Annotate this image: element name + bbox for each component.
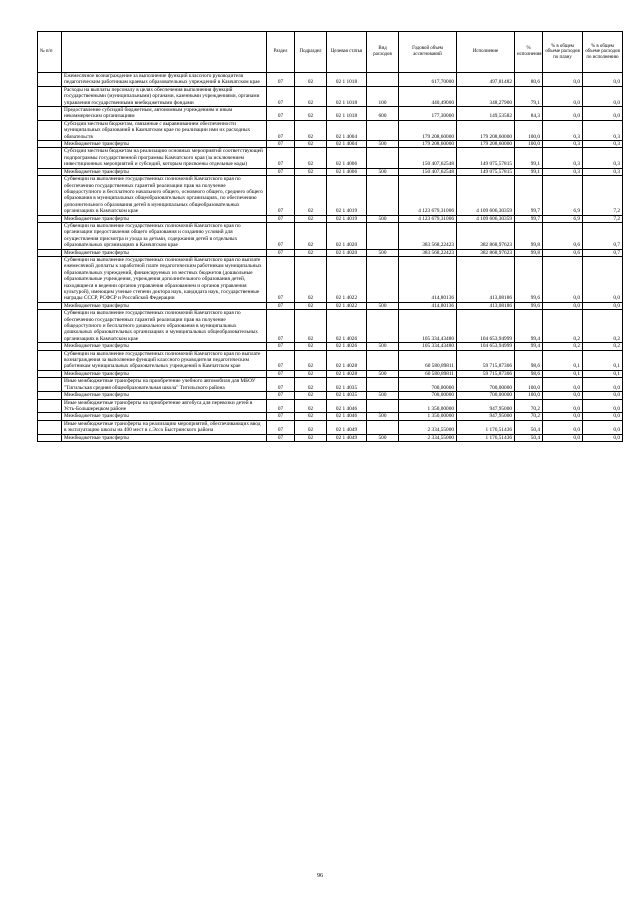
share-plan-cell: 6,9 (543, 176, 583, 215)
subsection-cell: 02 (295, 420, 327, 434)
percent-cell: 100,0 (515, 141, 543, 148)
expense-type-cell: 600 (367, 107, 399, 121)
target-cell: 02 1 4049 (327, 420, 367, 434)
percent-cell: 99,1 (515, 168, 543, 175)
share-plan-cell: 0,3 (543, 148, 583, 168)
table-row (38, 434, 623, 441)
col-percent-header: % исполнения (515, 32, 543, 73)
num-cell (38, 86, 62, 106)
subsection-cell: 02 (295, 73, 327, 87)
subsection-cell: 02 (295, 434, 327, 441)
annual-cell: 700,00000 (399, 392, 457, 399)
annual-cell: 383 568,22423 (399, 249, 457, 256)
table-row (38, 310, 623, 343)
section-cell: 07 (267, 350, 295, 370)
section-cell: 07 (267, 413, 295, 420)
target-cell: 02 1 4028 (327, 350, 367, 370)
subsection-cell: 02 (295, 215, 327, 222)
target-cell: 02 1 1018 (327, 73, 367, 87)
share-plan-cell: 0,0 (543, 73, 583, 87)
share-exec-cell: 0,7 (583, 249, 623, 256)
share-exec-cell: 0,3 (583, 120, 623, 140)
subsection-cell: 02 (295, 399, 327, 413)
percent-cell: 99,4 (515, 310, 543, 343)
share-exec-cell: 0,3 (583, 148, 623, 168)
annual-cell: 414,80136 (399, 302, 457, 309)
name-cell: Субвенции на выполнение государственных полномочий Камчатского края по обеспечению государственных гарантий реализации прав на получение общедоступного и бесплатного начального общего, основного общего, среднего общего образования в муниципальных общеобразовательных организациях, по обеспечению дополнительного образования детей в муниципальных общеобразовательных организациях в Камчатском крае (62, 176, 267, 215)
target-cell: 02 1 4035 (327, 392, 367, 399)
share-plan-cell: 0,0 (543, 86, 583, 106)
num-cell (38, 120, 62, 140)
name-cell: Межбюджетные трансферты (62, 168, 267, 175)
share-exec-cell: 0,1 (583, 370, 623, 377)
share-plan-cell: 0,0 (543, 107, 583, 121)
name-cell: Иные межбюджетные трансферты на приобретение учебного автомобиля для МБОУ "Тигильская средняя общеобразовательная школа" Тигильского района (62, 378, 267, 392)
subsection-cell: 02 (295, 413, 327, 420)
target-cell: 02 1 4026 (327, 343, 367, 350)
num-cell (38, 392, 62, 399)
expense-type-cell (367, 176, 399, 215)
execution-cell: 497,81482 (457, 73, 515, 87)
expense-type-cell (367, 350, 399, 370)
annual-cell: 105 334,43480 (399, 310, 457, 343)
execution-cell: 179 208,60000 (457, 141, 515, 148)
subsection-cell: 02 (295, 256, 327, 302)
share-exec-cell: 0,0 (583, 256, 623, 302)
section-cell: 07 (267, 86, 295, 106)
table-row (38, 107, 623, 121)
name-cell: Межбюджетные трансферты (62, 249, 267, 256)
name-cell: Межбюджетные трансферты (62, 434, 267, 441)
section-cell: 07 (267, 215, 295, 222)
percent-cell: 98,6 (515, 370, 543, 377)
execution-cell: 1 176,51436 (457, 420, 515, 434)
execution-cell: 1 176,51436 (457, 434, 515, 441)
expense-type-cell (367, 378, 399, 392)
table-row (38, 399, 623, 413)
expense-type-cell: 500 (367, 392, 399, 399)
section-cell: 07 (267, 249, 295, 256)
share-exec-cell: 0,7 (583, 222, 623, 249)
section-cell: 07 (267, 378, 295, 392)
section-cell: 07 (267, 392, 295, 399)
table-row (38, 120, 623, 140)
share-plan-cell: 0,1 (543, 370, 583, 377)
table-row (38, 370, 623, 377)
num-cell (38, 148, 62, 168)
share-exec-cell: 0,0 (583, 413, 623, 420)
num-cell (38, 215, 62, 222)
share-plan-cell: 0,0 (543, 420, 583, 434)
execution-cell: 348,27900 (457, 86, 515, 106)
execution-cell: 59 715,87306 (457, 350, 515, 370)
expense-type-cell: 500 (367, 215, 399, 222)
subsection-cell: 02 (295, 148, 327, 168)
name-cell: Межбюджетные трансферты (62, 392, 267, 399)
table-row (38, 350, 623, 370)
share-exec-cell: 0,2 (583, 310, 623, 343)
execution-cell: 382 868,97623 (457, 222, 515, 249)
percent-cell: 79,1 (515, 86, 543, 106)
section-cell: 07 (267, 148, 295, 168)
subsection-cell: 02 (295, 141, 327, 148)
percent-cell: 84,3 (515, 107, 543, 121)
target-cell: 02 1 4004 (327, 120, 367, 140)
execution-cell: 382 868,97623 (457, 249, 515, 256)
annual-cell: 1 350,00000 (399, 399, 457, 413)
num-cell (38, 176, 62, 215)
annual-cell: 150 407,62548 (399, 148, 457, 168)
num-cell (38, 168, 62, 175)
annual-cell: 617,70000 (399, 73, 457, 87)
share-exec-cell: 0,2 (583, 343, 623, 350)
subsection-cell: 02 (295, 249, 327, 256)
subsection-cell: 02 (295, 222, 327, 249)
percent-cell: 70,2 (515, 399, 543, 413)
subsection-cell: 02 (295, 176, 327, 215)
table-row (38, 148, 623, 168)
expense-type-cell: 500 (367, 168, 399, 175)
expense-type-cell: 100 (367, 86, 399, 106)
execution-cell: 413,08186 (457, 302, 515, 309)
table-row (38, 413, 623, 420)
percent-cell: 99,7 (515, 176, 543, 215)
share-exec-cell: 7,2 (583, 176, 623, 215)
name-cell: Межбюджетные трансферты (62, 343, 267, 350)
table-row (38, 420, 623, 434)
num-cell (38, 141, 62, 148)
share-exec-cell: 7,2 (583, 215, 623, 222)
share-plan-cell: 0,2 (543, 343, 583, 350)
section-cell: 07 (267, 302, 295, 309)
name-cell: Иные межбюджетные трансферты на реализацию мероприятий, обеспечивающих ввод в эксплуатацию школы на 400 мест в с.Эссо Быстринского района (62, 420, 267, 434)
name-cell: Межбюджетные трансферты (62, 370, 267, 377)
table-row (38, 302, 623, 309)
table-row (38, 378, 623, 392)
section-cell: 07 (267, 141, 295, 148)
execution-cell: 149 075,57815 (457, 148, 515, 168)
execution-cell: 947,95000 (457, 413, 515, 420)
share-plan-cell: 0,2 (543, 310, 583, 343)
execution-cell: 700,00000 (457, 392, 515, 399)
section-cell: 07 (267, 434, 295, 441)
subsection-cell: 02 (295, 350, 327, 370)
table-row (38, 141, 623, 148)
expense-type-cell (367, 222, 399, 249)
section-cell: 07 (267, 176, 295, 215)
annual-cell: 177,30000 (399, 107, 457, 121)
table-row (38, 215, 623, 222)
percent-cell: 99,4 (515, 343, 543, 350)
percent-cell: 50,4 (515, 420, 543, 434)
percent-cell: 99,7 (515, 215, 543, 222)
annual-cell: 150 407,62548 (399, 168, 457, 175)
col-target-header: Целевая статья (327, 32, 367, 73)
execution-cell: 149,53582 (457, 107, 515, 121)
percent-cell: 100,0 (515, 378, 543, 392)
share-exec-cell: 0,0 (583, 86, 623, 106)
col-subsection-header: Подраздел (295, 32, 327, 73)
percent-cell: 99,8 (515, 249, 543, 256)
share-exec-cell: 0,0 (583, 107, 623, 121)
name-cell: Субвенции на выполнение государственных полномочий Камчатского края по обеспечению государственных гарантий реализации прав на получение общедоступного и бесплатного дошкольного образования в муниципальных дошкольных образовательных организациях и муниципальных общеобразовательных организациях в Камчатском крае (62, 310, 267, 343)
expense-type-cell (367, 120, 399, 140)
annual-cell: 414,80136 (399, 256, 457, 302)
share-plan-cell: 6,9 (543, 215, 583, 222)
expense-type-cell (367, 310, 399, 343)
annual-cell: 1 350,00000 (399, 413, 457, 420)
name-cell: Межбюджетные трансферты (62, 413, 267, 420)
section-cell: 07 (267, 256, 295, 302)
share-plan-cell: 0,0 (543, 256, 583, 302)
section-cell: 07 (267, 420, 295, 434)
budget-execution-table (37, 31, 623, 442)
expense-type-cell: 500 (367, 370, 399, 377)
share-plan-cell: 0,0 (543, 302, 583, 309)
num-cell (38, 302, 62, 309)
percent-cell: 100,0 (515, 120, 543, 140)
percent-cell: 100,0 (515, 392, 543, 399)
col-annual-header: Годовой объем ассигнований (399, 32, 457, 73)
table-row (38, 392, 623, 399)
num-cell (38, 434, 62, 441)
section-cell: 07 (267, 310, 295, 343)
num-cell (38, 107, 62, 121)
subsection-cell: 02 (295, 86, 327, 106)
annual-cell: 440,49000 (399, 86, 457, 106)
section-cell: 07 (267, 399, 295, 413)
name-cell: Субвенции на выполнение государственных полномочий Камчатского края по выплате вознаграждения за выполнение функций классного руководителя педагогическим работникам муниципальных образовательных учреждений в Камчатском крае (62, 350, 267, 370)
target-cell: 02 1 4006 (327, 148, 367, 168)
section-cell: 07 (267, 343, 295, 350)
percent-cell: 99,1 (515, 148, 543, 168)
percent-cell: 80,6 (515, 73, 543, 87)
name-cell: Субсидии местным бюджетам, связанные с выравниванием обеспеченности муниципальных образований в Камчатском крае по реализации ими их расходных обязательств (62, 120, 267, 140)
annual-cell: 4 123 679,31006 (399, 215, 457, 222)
subsection-cell: 02 (295, 168, 327, 175)
col-expense-type-header: Вид расходов (367, 32, 399, 73)
percent-cell: 50,4 (515, 434, 543, 441)
name-cell: Субвенции на выполнение государственных полномочий Камчатского края по выплате ежемесячной доплаты к заработной плате педагогическим работникам муниципальных образовательных учреждений, финансируемых из местных бюджетов (дошкольные образовательные учреждения, учреждения дополнительного образования детей, находящиеся в ведении органов управления образованием и органов управления культурой), имеющим ученые степени доктора наук, кандидата наук, государственные награды СССР, РСФСР и Российской Федерации (62, 256, 267, 302)
share-exec-cell: 0,0 (583, 392, 623, 399)
num-cell (38, 343, 62, 350)
target-cell: 02 1 4049 (327, 434, 367, 441)
percent-cell: 70,2 (515, 413, 543, 420)
annual-cell: 179 208,60000 (399, 120, 457, 140)
target-cell: 02 1 4035 (327, 378, 367, 392)
section-cell: 07 (267, 370, 295, 377)
num-cell (38, 370, 62, 377)
expense-type-cell (367, 73, 399, 87)
share-plan-cell: 0,0 (543, 399, 583, 413)
share-plan-cell: 0,6 (543, 249, 583, 256)
target-cell: 02 1 4046 (327, 399, 367, 413)
share-plan-cell: 0,6 (543, 222, 583, 249)
expense-type-cell: 500 (367, 343, 399, 350)
num-cell (38, 256, 62, 302)
name-cell: Иные межбюджетные трансферты на приобретение автобуса для перевозки детей в Усть-Большерецком районе (62, 399, 267, 413)
col-share-exec-header: % в общем объеме расходов по исполнению (583, 32, 623, 73)
name-cell: Субвенции на выполнение государственных полномочий Камчатского края по организации предоставления общего образования и созданию условий для осуществления присмотра и ухода за детьми, содержания детей в отдельных образовательных организациях в Камчатском крае (62, 222, 267, 249)
share-plan-cell: 0,0 (543, 392, 583, 399)
share-plan-cell: 0,1 (543, 350, 583, 370)
num-cell (38, 413, 62, 420)
target-cell: 02 1 1018 (327, 86, 367, 106)
execution-cell: 413,08186 (457, 256, 515, 302)
annual-cell: 105 334,43480 (399, 343, 457, 350)
target-cell: 02 1 4022 (327, 302, 367, 309)
name-cell: Расходы на выплаты персоналу в целях обеспечения выполнения функций государственными (муниципальными) органами, казенными учреждениями, органами управления государственными внебюджетными фондами (62, 86, 267, 106)
execution-cell: 104 653,94999 (457, 343, 515, 350)
target-cell: 02 1 4019 (327, 215, 367, 222)
col-name-header (62, 32, 267, 73)
num-cell (38, 420, 62, 434)
share-plan-cell: 0,3 (543, 120, 583, 140)
col-share-plan-header: % в общем объеме расходов по плану (543, 32, 583, 73)
percent-cell: 99,6 (515, 302, 543, 309)
expense-type-cell (367, 399, 399, 413)
section-cell: 07 (267, 73, 295, 87)
execution-cell: 104 653,94999 (457, 310, 515, 343)
subsection-cell: 02 (295, 120, 327, 140)
share-plan-cell: 0,3 (543, 141, 583, 148)
subsection-cell: 02 (295, 310, 327, 343)
share-plan-cell: 0,3 (543, 168, 583, 175)
annual-cell: 4 123 679,31006 (399, 176, 457, 215)
execution-cell: 179 208,60000 (457, 120, 515, 140)
share-plan-cell: 0,0 (543, 378, 583, 392)
table-row (38, 249, 623, 256)
num-cell (38, 310, 62, 343)
percent-cell: 99,8 (515, 222, 543, 249)
annual-cell: 700,00000 (399, 378, 457, 392)
execution-cell: 4 109 606,30359 (457, 215, 515, 222)
share-exec-cell: 0,0 (583, 399, 623, 413)
section-cell: 07 (267, 168, 295, 175)
num-cell (38, 378, 62, 392)
name-cell: Межбюджетные трансферты (62, 302, 267, 309)
annual-cell: 2 334,55000 (399, 420, 457, 434)
target-cell: 02 1 4022 (327, 256, 367, 302)
name-cell: Межбюджетные трансферты (62, 215, 267, 222)
table-row (38, 343, 623, 350)
share-exec-cell: 0,1 (583, 350, 623, 370)
col-section-header: Раздел (267, 32, 295, 73)
execution-cell: 59 715,87306 (457, 370, 515, 377)
execution-cell: 700,00000 (457, 378, 515, 392)
target-cell: 02 1 4028 (327, 370, 367, 377)
subsection-cell: 02 (295, 392, 327, 399)
expense-type-cell: 500 (367, 413, 399, 420)
expense-type-cell: 500 (367, 141, 399, 148)
subsection-cell: 02 (295, 302, 327, 309)
page-number: 96 (317, 873, 323, 879)
table-row (38, 222, 623, 249)
expense-type-cell: 500 (367, 302, 399, 309)
col-execution-header: Исполнение (457, 32, 515, 73)
target-cell: 02 1 1018 (327, 107, 367, 121)
num-cell (38, 350, 62, 370)
expense-type-cell: 500 (367, 434, 399, 441)
share-exec-cell: 0,0 (583, 378, 623, 392)
annual-cell: 60 580,89811 (399, 350, 457, 370)
share-exec-cell: 0,3 (583, 168, 623, 175)
num-cell (38, 399, 62, 413)
expense-type-cell (367, 256, 399, 302)
target-cell: 02 1 4019 (327, 176, 367, 215)
subsection-cell: 02 (295, 378, 327, 392)
annual-cell: 179 208,60000 (399, 141, 457, 148)
subsection-cell: 02 (295, 107, 327, 121)
expense-type-cell: 500 (367, 249, 399, 256)
execution-cell: 947,95000 (457, 399, 515, 413)
num-cell (38, 249, 62, 256)
num-cell (38, 73, 62, 87)
name-cell: Предоставление субсидий бюджетным, автономным учреждениям и иным некоммерческим организациям (62, 107, 267, 121)
execution-cell: 4 109 606,30359 (457, 176, 515, 215)
table-row (38, 176, 623, 215)
name-cell: Ежемесячное вознаграждение за выполнение функций классного руководителя педагогическим работникам краевых образовательных учреждений в Камчатском крае (62, 73, 267, 87)
table-row (38, 168, 623, 175)
share-exec-cell: 0,0 (583, 434, 623, 441)
section-cell: 07 (267, 107, 295, 121)
share-plan-cell: 0,0 (543, 413, 583, 420)
share-plan-cell: 0,0 (543, 434, 583, 441)
share-exec-cell: 0,3 (583, 141, 623, 148)
subsection-cell: 02 (295, 343, 327, 350)
target-cell: 02 1 4026 (327, 310, 367, 343)
name-cell: Межбюджетные трансферты (62, 141, 267, 148)
share-exec-cell: 0,0 (583, 73, 623, 87)
execution-cell: 149 075,57815 (457, 168, 515, 175)
target-cell: 02 1 4004 (327, 141, 367, 148)
target-cell: 02 1 4020 (327, 249, 367, 256)
expense-type-cell (367, 420, 399, 434)
name-cell: Субсидии местным бюджетам на реализацию основных мероприятий соответствующей подпрограммы государственной программы Камчатского края (за исключением инвестиционных мероприятий и субсидий, которым присвоены отдельные коды) (62, 148, 267, 168)
target-cell: 02 1 4020 (327, 222, 367, 249)
annual-cell: 60 580,89811 (399, 370, 457, 377)
annual-cell: 2 334,55000 (399, 434, 457, 441)
target-cell: 02 1 4046 (327, 413, 367, 420)
header-row (38, 32, 623, 73)
share-exec-cell: 0,0 (583, 420, 623, 434)
section-cell: 07 (267, 222, 295, 249)
annual-cell: 383 568,22423 (399, 222, 457, 249)
target-cell: 02 1 4006 (327, 168, 367, 175)
num-cell (38, 222, 62, 249)
table-row (38, 256, 623, 302)
percent-cell: 98,6 (515, 350, 543, 370)
subsection-cell: 02 (295, 370, 327, 377)
col-num-header: № п/п (38, 32, 62, 73)
expense-type-cell (367, 148, 399, 168)
table-row (38, 73, 623, 87)
table-row (38, 86, 623, 106)
share-exec-cell: 0,0 (583, 302, 623, 309)
section-cell: 07 (267, 120, 295, 140)
percent-cell: 99,6 (515, 256, 543, 302)
